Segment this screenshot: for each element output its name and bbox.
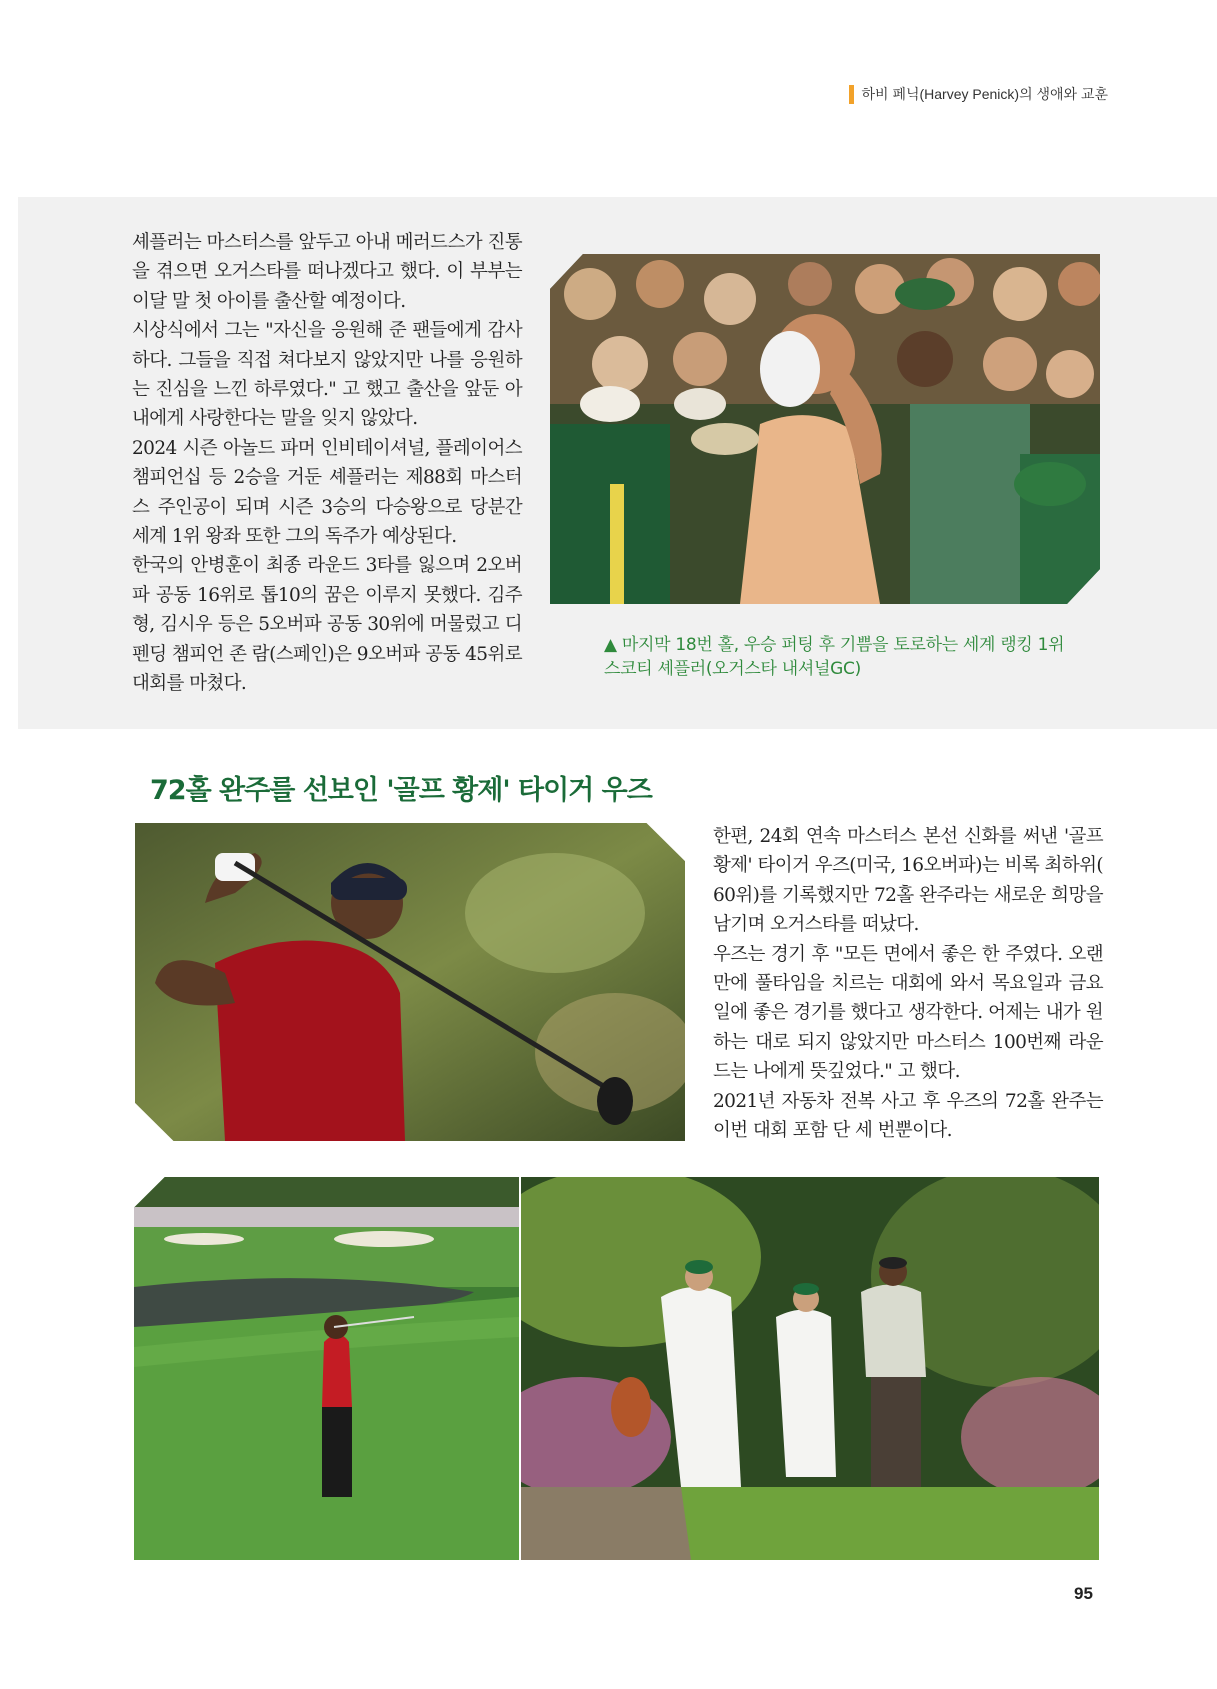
page-number: 95 [1074,1584,1093,1603]
paragraph: 한국의 안병훈이 최종 라운드 3타를 잃으며 2오버파 공동 16위로 톱10의 꿈은 이루지 못했다. 김주형, 김시우 등은 5오버파 공동 30위에 머물렀고 디펜딩 챔피언 존 람(스페인)은 9오버파 공동 45위로 대회를 마쳤다. [132,555,522,695]
woods-article-body [713,822,1103,1145]
woods-bridge-photo [521,1177,1099,1560]
section-title: 72홀 완주를 선보인 '골프 황제' 타이거 우즈 [150,775,652,806]
paragraph: 2024 시즌 아놀드 파머 인비테이셔널, 플레이어스 챔피언십 등 2승을 거둔 셰플러는 제88회 마스터스 주인공이 되며 시즌 3승의 다승왕으로 당분간 세계 1위 왕좌 또한 그의 독주가 예상된다. [132,437,522,548]
paragraph: 시상식에서 그는 "자신을 응원해 준 팬들에게 감사하다. 그들을 직접 쳐다보지 않았지만 나를 응원하는 진심을 느낀 하루였다." 고 했고 출산을 앞둔 아내에게 사랑한다는 말을 잊지 않았다. [132,320,522,430]
photo-caption: ▲ 마지막 18번 홀, 우승 퍼팅 후 기쁨을 토로하는 세계 랭킹 1위 스코티 셰플러(오거스타 내셔널GC) [604,635,1065,679]
paragraph: 우즈는 경기 후 "모든 면에서 좋은 한 주였다. 오랜만에 풀타임을 치르는 대회에 와서 목요일과 금요일에 좋은 경기를 했다고 생각한다. 어제는 내가 원하는 대로 되지 않았지만 마스터스 100번째 라운드는 나에게 뜻깊었다." 고 했다. [713,943,1103,1083]
header-accent-bar [849,85,854,104]
woods-swing-photo [135,823,685,1141]
running-header [849,84,1109,104]
running-title: 하비 페닉(Harvey Penick)의 생애와 교훈 [861,86,1108,102]
scheffler-celebration-photo [550,254,1100,604]
paragraph: 2021년 자동차 전복 사고 후 우즈의 72홀 완주는 이번 대회 포함 단 세 번뿐이다. [713,1090,1103,1142]
woods-fairway-photo [134,1177,519,1560]
top-article-body [132,228,522,699]
paragraph: 셰플러는 마스터스를 앞두고 아내 메러드스가 진통을 겪으면 오거스타를 떠나겠다고 했다. 이 부부는 이달 말 첫 아이를 출산할 예정이다. [132,232,522,312]
paragraph: 한편, 24회 연속 마스터스 본선 신화를 써낸 '골프 황제' 타이거 우즈(미국, 16오버파)는 비록 최하위( 60위)를 기록했지만 72홀 완주라는 새로운 희망을 남기며 오거스타를 떠났다. [713,826,1103,936]
